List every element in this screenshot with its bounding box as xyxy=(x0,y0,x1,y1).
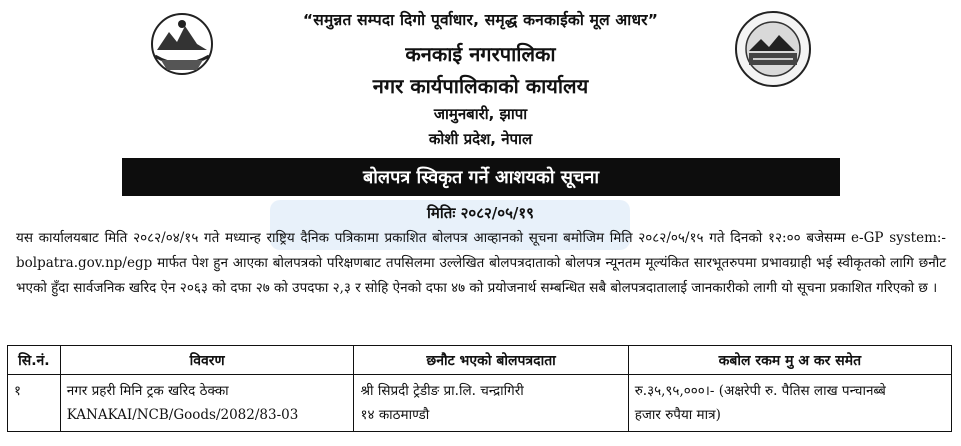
col-header-sn: सि.नं. xyxy=(8,346,61,375)
col-header-bidder: छनौट भएको बोलपत्रदाता xyxy=(354,346,628,375)
amount-line: रु.३५,९५,०००।- (अक्षरेपी रु. पैतिस लाख पन्चानब्बे xyxy=(634,383,886,399)
col-header-amount: कबोल रकम मु अ कर समेत xyxy=(628,346,951,375)
notice-date: मितिः २०८२/०५/१९ xyxy=(427,204,534,222)
notice-body: यस कार्यालयबाट मिति २०८२/०४/१५ गते मध्यान्ह राष्ट्रिय दैनिक पत्रिकामा प्रकाशित बोलपत्र आव्हानको सूचना बमोजिम मिति २०८२/०५/१५ गते दिनको १२:०० बजेसम्म e-GP system:-bolpatra.gov.np/egp मार्फत पेश हुन आएका बोलपत्रको परिक्षणबाट तपसिलमा उल्लेखित बोलपत्रदाताको बोलपत्र न्यूनतम मूल्यंकित सारभूतरुपमा प्रभावग्राही भई स्वीकृतको लागि छनौट भएको हुँदा सार्वजनिक खरिद ऐन २०६३ को दफा २७ को उपदफा २,३ र सोहि ऐनको दफा ४७ को प्रयोजनार्थ सम्बन्धित सबै बोलपत्रदातालाई जानकारीको लागी यो सूचना प्रकाशित गरिएको छ । xyxy=(16,230,946,296)
cell-description xyxy=(60,375,354,432)
office-name: नगर कार्यपालिकाको कार्यालय xyxy=(372,74,589,98)
bidder-line: श्री सिप्रदी ट्रेडीङ प्रा.लि. चन्द्रागिरी xyxy=(360,383,524,399)
table-row xyxy=(8,375,952,432)
letterhead xyxy=(0,0,961,150)
cell-sn: १ xyxy=(8,375,61,432)
col-header-description: विवरण xyxy=(60,346,354,375)
table-header-row xyxy=(8,346,952,375)
description-line: नगर प्रहरी मिनि ट्रक खरिद ठेक्का xyxy=(66,383,229,399)
slogan: “समुन्नत सम्पदा दिगो पूर्वाधार, समृद्ध कनकाईको मूल आधर” xyxy=(302,11,659,29)
award-table xyxy=(7,345,952,432)
amount-line: हजार रुपैया मात्र) xyxy=(634,407,721,423)
description-line: KANAKAI/NCB/Goods/2082/83-03 xyxy=(66,407,299,423)
notice-title: बोलपत्र स्विकृत गर्ने आशयको सूचना xyxy=(362,167,600,188)
municipality-name: कनकाई नगरपालिका xyxy=(405,42,556,66)
bidder-line: १४ काठमाण्डौ xyxy=(360,407,430,423)
office-address: जामुनबारी, झापा xyxy=(433,105,528,123)
cell-amount xyxy=(628,375,951,432)
cell-bidder xyxy=(354,375,628,432)
kanakai-municipality-seal-icon xyxy=(733,9,813,89)
office-province: कोशी प्रदेश, नेपाल xyxy=(428,130,533,148)
